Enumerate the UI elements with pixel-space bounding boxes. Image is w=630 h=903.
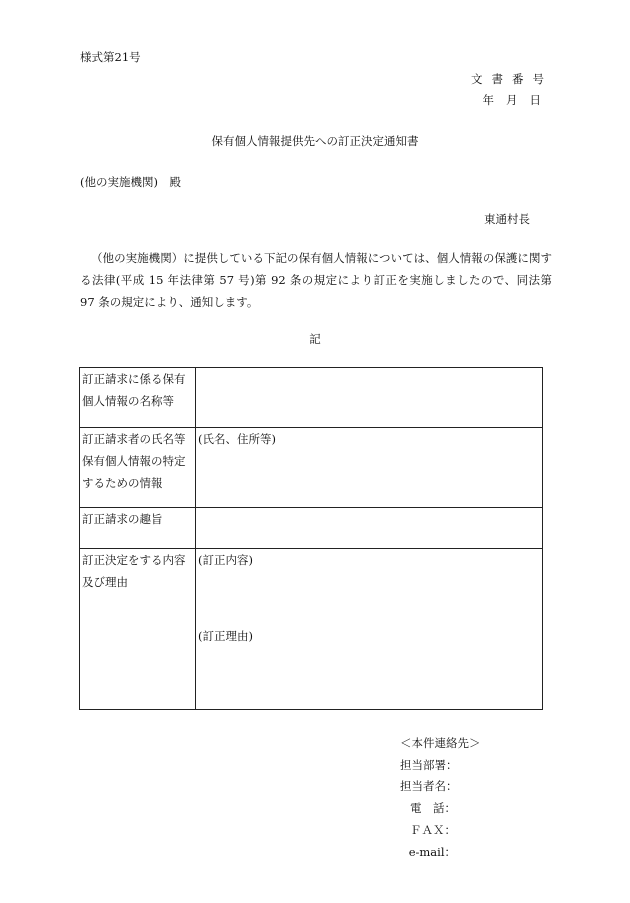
row-value-requester-info[interactable]: (氏名、住所等) [196,428,543,508]
document-title: 保有個人情報提供先への訂正決定通知書 [211,134,419,148]
contact-fax-line [400,820,481,842]
contact-fax: ＦＡＸ： [410,822,456,837]
document-number-label: 文書番号 [471,72,553,86]
table-row [80,508,543,549]
contact-email-line [400,842,481,864]
contact-person: 担当者名： [400,779,458,794]
correction-reason-label: (訂正理由) [198,629,253,643]
addressee: (他の実施機関) 殿 [80,175,181,189]
contact-heading: ＜本件連絡先＞ [400,736,481,750]
ki-heading: 記 [309,332,321,346]
contact-block [400,733,481,863]
row-label-info-name: 訂正請求に係る保有個人情報の名称等 [80,368,196,428]
correction-content-label: (訂正内容) [198,553,253,567]
row-label-decision-content: 訂正決定をする内容及び理由 [80,549,196,710]
record-table [79,367,543,710]
row-value-request-purpose[interactable] [196,508,543,549]
form-number: 様式第21号 [80,50,141,64]
table-row [80,549,543,710]
row-value-decision-content[interactable] [196,549,543,710]
sender: 東通村長 [484,212,530,226]
contact-phone-line [400,798,481,820]
contact-phone: 電 話： [410,801,456,816]
body-paragraph: （他の実施機関）に提供している下記の保有個人情報については、個人情報の保護に関する法律(平成 15 年法律第 57 号)第 92 条の規定により訂正を実施しましたので、同法第 97 条の規定により、通知します。 [80,251,552,309]
row-label-request-purpose: 訂正請求の趣旨 [80,508,196,549]
row-value-info-name[interactable] [196,368,543,428]
contact-email: e-mail： [408,844,456,859]
contact-department: 担当部署： [400,757,458,772]
document-date-label: 年月日 [482,93,553,107]
table-row [80,428,543,508]
row-label-requester-info: 訂正請求者の氏名等保有個人情報の特定するための情報 [80,428,196,508]
table-row [80,368,543,428]
